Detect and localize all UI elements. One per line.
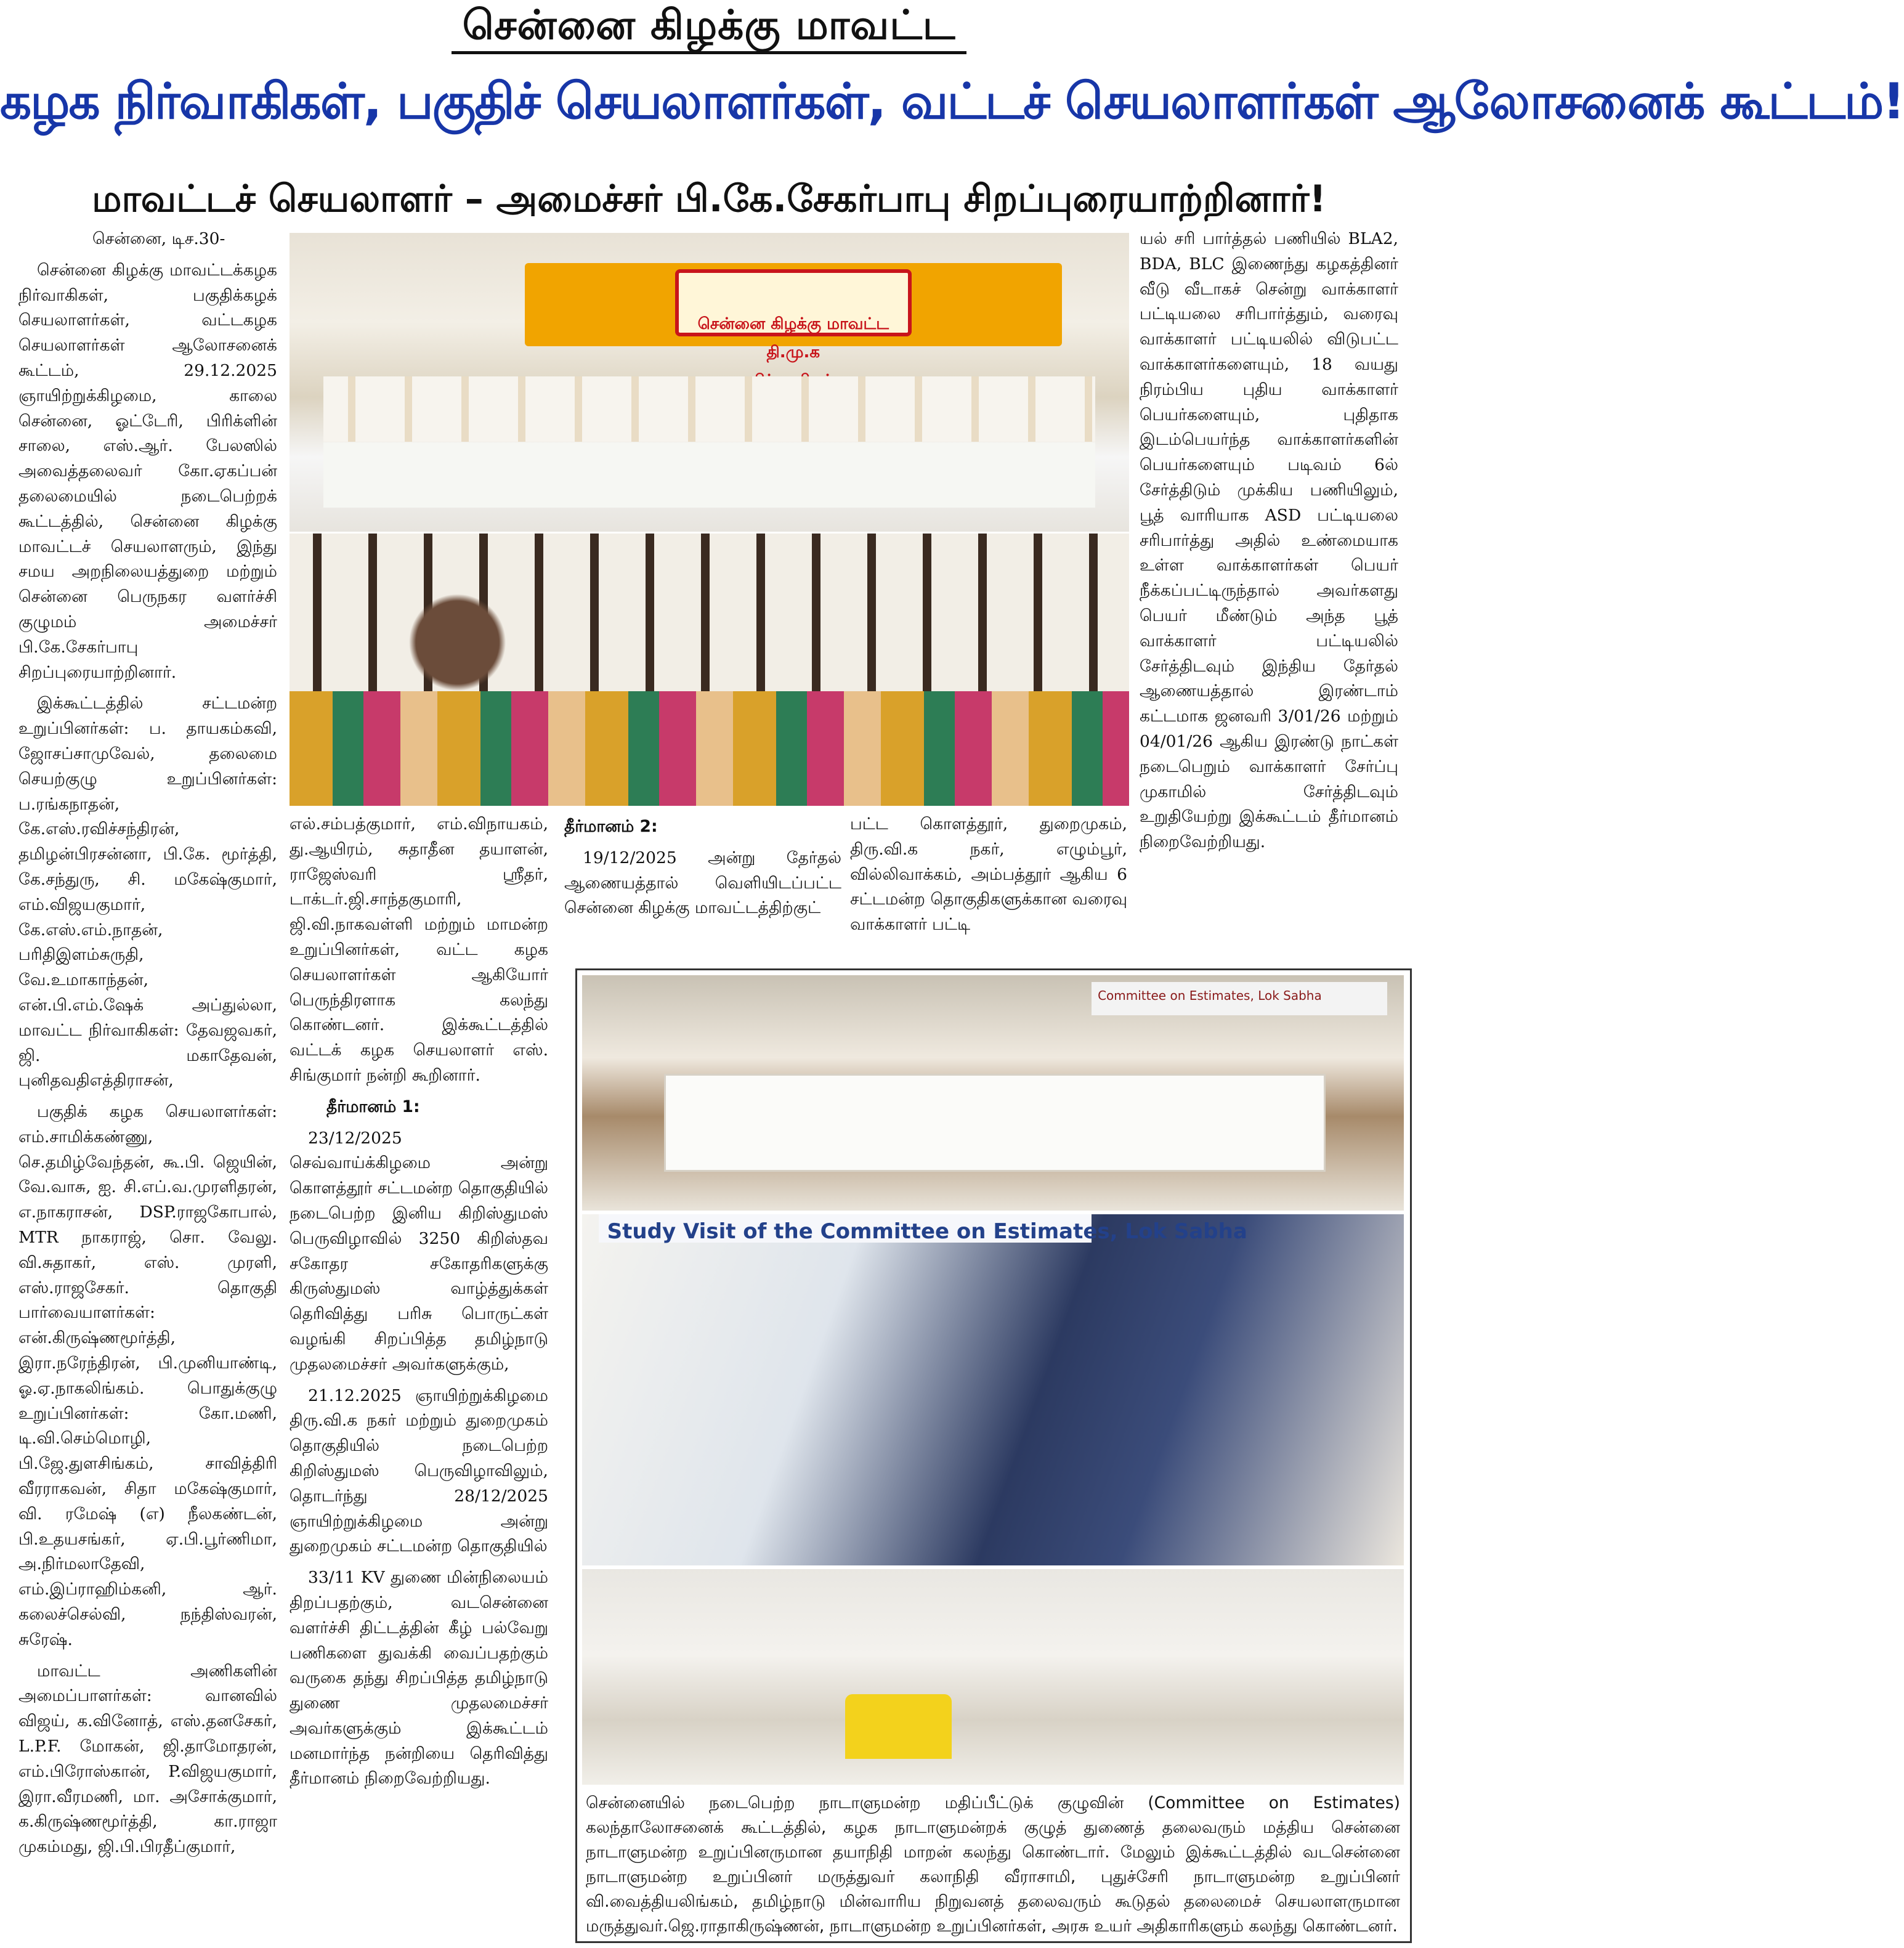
paragraph: பட்ட கொளத்தூர், துறைமுகம், திரு.வி.க நகர், எழும்பூர், வில்லிவாக்கம், அம்பத்தூர் ஆகிய 6 சட்டமன்ற தொகுதிகளுக்கான வரைவு வாக்காளர் பட்டி bbox=[850, 814, 1127, 935]
article-column-1 bbox=[18, 227, 277, 1866]
resolution-2-heading: தீர்மானம் 2: bbox=[564, 817, 658, 836]
paragraph: 19/12/2025 அன்று தேர்தல் ஆணையத்தால் வெளியிடப்பட்ட சென்னை கிழக்கு மாவட்டத்திற்குட் bbox=[564, 848, 841, 918]
committee-greeting-photo bbox=[582, 1214, 1404, 1565]
stage-banner bbox=[525, 263, 1062, 362]
banner-line-1: சென்னை கிழக்கு மாவட்ட தி.மு.க bbox=[697, 315, 889, 362]
conference-table bbox=[664, 1074, 1325, 1172]
subheadline: மாவட்டச் செயலாளர் – அமைச்சர் பி.கே.சேகர்பாபு சிறப்புரையாற்றினார்! bbox=[92, 177, 1326, 221]
paragraph: சென்னை கிழக்கு மாவட்டக்கழக நிர்வாகிகள், பகுதிக்கழக் செயலாளர்கள், வட்டகழக செயலாளர்கள் ஆலோசனைக் கூட்டம், 29.12.2025 ஞாயிற்றுக்கிழமை, காலை சென்னை, ஓட்டேரி, பிரிக்ளின் சாலை, எஸ்.ஆர். பேலஸில் அவைத்தலைவர் கோ.ஏகப்பன் தலைமையில் நடைபெற்றக் கூட்டத்தில், சென்னை கிழக்கு மாவட்டச் செயலாளரும், இந்து சமய அறநிலையத்துறை மற்றும் சென்னை பெருநகர வளர்ச்சி குழுமம் அமைச்சர் பி.கே.சேகர்பாபு சிறப்புரையாற்றினார். bbox=[18, 260, 277, 682]
audience-front-rows bbox=[290, 691, 1129, 806]
audience-photo bbox=[290, 534, 1129, 806]
paragraph: 33/11 KV துணை மின்நிலையம் திறப்பதற்கும், வடசென்னை வளர்ச்சி திட்டத்தின் கீழ் பல்வேறு பணிகளை துவக்கி வைப்பதற்கும் வருகை தந்து சிறப்பித்த தமிழ்நாடு துணை முதலமைச்சர் அவர்களுக்கும் இக்கூட்டம் மனமார்ந்த நன்றியை தெரிவித்து தீர்மானம் நிறைவேற்றியது. bbox=[290, 1568, 548, 1788]
paragraph: இக்கூட்டத்தில் சட்டமன்ற உறுப்பினர்கள்: ப. தாயகம்கவி, ஜோசப்சாமுவேல், தலைமை செயற்குழு உறுப்பினர்கள்: ப.ரங்கநாதன், கே.எஸ்.ரவிச்சந்திரன், தமிழன்பிரசன்னா, பி.கே. மூர்த்தி, கே.சந்துரு, சி. மகேஷ்குமார், எம்.விஜயகுமார், கே.எஸ்.எம்.நாதன், பரிதிஇளம்சுருதி, வே.உமாகாந்தன், என்.பி.எம்.ஷேக் அப்துல்லா, மாவட்ட நிர்வாகிகள்: தேவஜவகர், ஜி. மகாதேவன், புனிதவதிஎத்திராசன், bbox=[18, 694, 277, 1090]
article-column-3 bbox=[564, 812, 841, 927]
headline: கழக நிர்வாகிகள், பகுதிச் செயலாளர்கள், வட்டச் செயலாளர்கள் ஆலோசனைக் கூட்டம்! bbox=[0, 73, 1904, 130]
paragraph: 21.12.2025 ஞாயிற்றுக்கிழமை திரு.வி.க நகர் மற்றும் துறைமுகம் தொகுதியில் நடைபெற்ற கிறிஸ்துமஸ் பெருவிழாவிலும், தொடர்ந்து 28/12/2025 ஞாயிற்றுக்கிழமை அன்று துறைமுகம் சட்டமன்ற தொகுதியில் bbox=[290, 1386, 548, 1556]
article-column-4 bbox=[850, 812, 1127, 944]
resolution-1-heading: தீர்மானம் 1: bbox=[326, 1097, 420, 1116]
committee-hall-photo bbox=[582, 975, 1404, 1211]
dais-table bbox=[323, 442, 1096, 508]
article-column-2 bbox=[290, 812, 548, 1798]
committee-sign: Committee on Estimates, Lok Sabha bbox=[1092, 982, 1387, 1015]
member-yellow-shirt bbox=[845, 1694, 952, 1759]
article-column-5 bbox=[1140, 227, 1398, 861]
section-kicker bbox=[0, 1, 1418, 54]
paragraph: யல் சரி பார்த்தல் பணியில் BLA2, BDA, BLC இணைந்து கழகத்தினர் வீடு வீடாகச் சென்று வாக்காளர் பட்டியலை சரிபார்த்தும், வரைவு வாக்காளர் பட்டியலில் விடுபட்ட வாக்காளர்களையும், 18 வயது நிரம்பிய புதிய வாக்காளர் பெயர்களையும், புதிதாக இடம்பெயர்ந்த வாக்காளர்களின் பெயர்களையும் படிவம் 6ல் சேர்த்திடும் முக்கிய பணியிலும், பூத் வாரியாக ASD பட்டியலை சரிபார்த்து அதில் உண்மையாக உள்ள வாக்காளர்கள் பெயர் நீக்கப்பட்டிருந்தால் அவர்களது பெயர் மீண்டும் அந்த பூத் வாக்காளர் பட்டியலில் சேர்த்திடவும் இந்திய தேர்தல் ஆணையத்தால் இரண்டாம் கட்டமாக ஜனவரி 3/01/26 மற்றும் 04/01/26 ஆகிய இரண்டு நாட்கள் நடைபெறும் வாக்காளர் சேர்ப்பு முகாமில் சேர்த்திடவும் உறுதியேற்று இக்கூட்டம் தீர்மானம் நிறைவேற்றியது. bbox=[1140, 229, 1398, 852]
paragraph: பகுதிக் கழக செயலாளர்கள்: எம்.சாமிக்கண்ணு, செ.தமிழ்வேந்தன், கூ.பி. ஜெயின், வே.வாசு, ஐ. சி.எப்.வ.முரளிதரன், எ.நாகராசன், DSP.ராஜகோபால், MTR நாகராஜ், சொ. வேலு. வி.சுதாகர், எஸ். முரளி, எஸ்.ராஜசேகர். தொகுதி பார்வையாளர்கள்: என்.கிருஷ்ணமூர்த்தி, இரா.நரேந்திரன், பி.முனியாண்டி, ஓ.ஏ.நாகலிங்கம். பொதுக்குழு உறுப்பினர்கள்: கோ.மணி, டி.வி.செம்மொழி, பி.ஜே.துளசிங்கம், சாவித்திரி வீரராகவன், சிதா மகேஷ்குமார், வி. ரமேஷ் (எ) நீலகண்டன், பி.உதயசங்கர், ஏ.பி.பூர்ணிமா, அ.நிர்மலாதேவி, எம்.இப்ராஹிம்கனி, ஆர். கலைச்செல்வி, நந்திஸ்வரன், சுரேஷ். bbox=[18, 1102, 277, 1649]
photo-caption: சென்னையில் நடைபெற்ற நாடாளுமன்ற மதிப்பீட்டுக் குழுவின் (Committee on Estimates) கலந்தாலோசனைக் கூட்டத்தில், கழக நாடாளுமன்றக் குழுத் துணைத் தலைவரும் மத்திய சென்னை நாடாளுமன்ற உறுப்பினருமான தயாநிதி மாறன் கலந்து கொண்டார். மேலும் இக்கூட்டத்தில் வடசென்னை நாடாளுமன்ற உறுப்பினர் மருத்துவர் கலாநிதி வீராசாமி, புதுச்சேரி நாடாளுமன்ற உறுப்பினர் வி.வைத்தியலிங்கம், தமிழ்நாடு மின்வாரிய நிறுவனத் தலைவரும் கூடுதல் தலைமைச் செயலாளருமான மருத்துவர்.ஜெ.ராதாகிருஷ்ணன், நாடாளுமன்ற உறுப்பினர்கள், அரசு உயர் அதிகாரிகளும் கலந்து கொண்டனர். bbox=[586, 1793, 1400, 1936]
dateline: சென்னை, டிச.30- bbox=[92, 229, 225, 248]
committee-photo-box bbox=[575, 968, 1412, 1943]
paragraph: 23/12/2025 செவ்வாய்க்கிழமை அன்று கொளத்தூர் சட்டமன்ற தொகுதியில் நடைபெற்ற இனிய கிறிஸ்துமஸ் பெருவிழாவில் 3250 கிறிஸ்தவ சகோதர சகோதரிகளுக்கு கிருஸ்துமஸ் வாழ்த்துக்கள் தெரிவித்து பரிசு பொருட்கள் வழங்கி சிறப்பித்த தமிழ்நாடு முதலமைச்சர் அவர்களுக்கும், bbox=[290, 1128, 548, 1374]
paragraph: எல்.சம்பத்குமார், எம்.விநாயகம், து.ஆயிரம், சுதாதீன தயாளன், ராஜேஸ்வரி ஸ்ரீதர், டாக்டர்.ஜி.சாந்தகுமாரி, ஜி.வி.நாகவள்ளி மற்றும் மாமன்ற உறுப்பினர்கள், வட்ட கழக செயலாளர்கள் ஆகியோர் பெருந்திரளாக கலந்து கொண்டனர். இக்கூட்டத்தில் வட்டக் கழக செயலாளர் எஸ். சிங்குமார் நன்றி கூறினார். bbox=[290, 814, 548, 1085]
study-visit-banner: Study Visit of the Committee on Estimates, Lok Sabha bbox=[599, 1214, 1092, 1243]
dais-attendees bbox=[323, 376, 1096, 442]
committee-members-photo bbox=[582, 1569, 1404, 1785]
paragraph: மாவட்ட அணிகளின் அமைப்பாளர்கள்: வானவில் விஜய், க.வினோத், எஸ்.தனசேகர், L.P.F. மோகன், ஜி.தாமோதரன், எம்.பிரோஸ்கான், P.விஜயகுமார், இரா.வீரமணி, மா. அசோக்குமார், க.கிருஷ்ணமூர்த்தி, கா.ராஜா முகம்மது, ஜி.பி.பிரதீப்குமார், bbox=[18, 1661, 277, 1857]
meeting-stage-photo bbox=[290, 233, 1129, 532]
kicker-text: சென்னை கிழக்கு மாவட்ட bbox=[452, 1, 967, 54]
